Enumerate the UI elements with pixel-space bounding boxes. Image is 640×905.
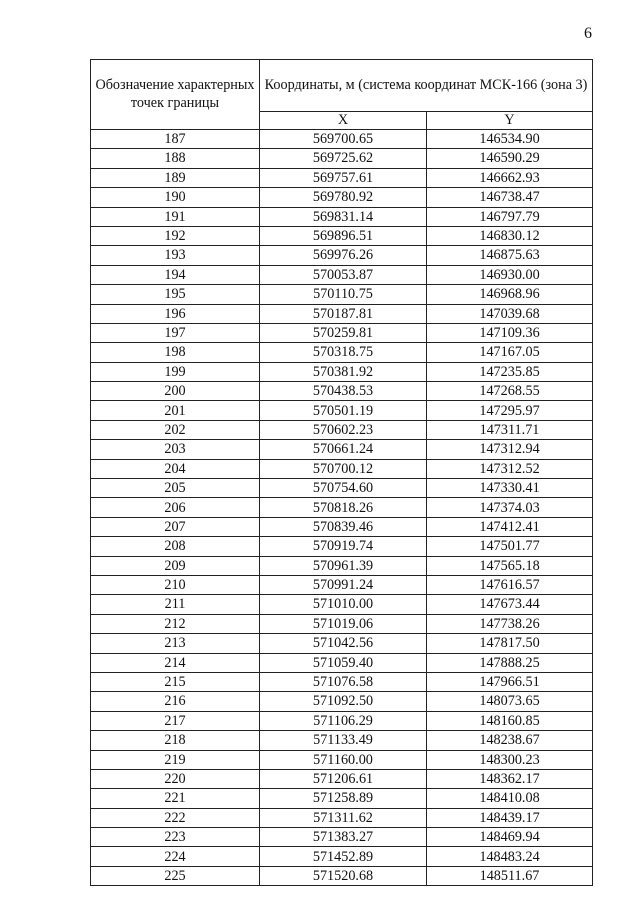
- table-row: [91, 323, 593, 342]
- x-coordinate-cell: 569757.61: [260, 168, 427, 187]
- y-coordinate-cell: 147888.25: [427, 653, 593, 672]
- point-number-cell: 224: [91, 847, 260, 866]
- y-coordinate-cell: 147311.71: [427, 420, 593, 439]
- table-row: [91, 479, 593, 498]
- y-coordinate-cell: 148238.67: [427, 731, 593, 750]
- y-coordinate-cell: 147501.77: [427, 537, 593, 556]
- y-coordinate-cell: 146590.29: [427, 149, 593, 168]
- table-row: [91, 130, 593, 149]
- header-coordinates: [260, 60, 593, 112]
- point-number-cell: 192: [91, 226, 260, 245]
- y-coordinate-cell: 147039.68: [427, 304, 593, 323]
- x-coordinate-cell: 570187.81: [260, 304, 427, 323]
- y-coordinate-cell: 147374.03: [427, 498, 593, 517]
- y-coordinate-cell: 148073.65: [427, 692, 593, 711]
- table-row: [91, 285, 593, 304]
- point-number-cell: 205: [91, 479, 260, 498]
- table-row: [91, 246, 593, 265]
- x-coordinate-cell: 570053.87: [260, 265, 427, 284]
- x-coordinate-cell: 571520.68: [260, 866, 427, 885]
- y-coordinate-cell: 146830.12: [427, 226, 593, 245]
- point-number-cell: 217: [91, 711, 260, 730]
- x-coordinate-cell: 571258.89: [260, 789, 427, 808]
- point-number-cell: 216: [91, 692, 260, 711]
- point-number-cell: 211: [91, 595, 260, 614]
- x-coordinate-cell: 571019.06: [260, 614, 427, 633]
- table-row: [91, 731, 593, 750]
- x-coordinate-cell: 570839.46: [260, 517, 427, 536]
- y-coordinate-cell: 147109.36: [427, 323, 593, 342]
- y-coordinate-cell: 148160.85: [427, 711, 593, 730]
- table-header: [91, 60, 593, 130]
- y-coordinate-cell: 147268.55: [427, 382, 593, 401]
- point-number-cell: 223: [91, 828, 260, 847]
- x-coordinate-cell: 569700.65: [260, 130, 427, 149]
- table-row: [91, 226, 593, 245]
- point-number-cell: 222: [91, 808, 260, 827]
- point-number-cell: 204: [91, 459, 260, 478]
- point-number-cell: 201: [91, 401, 260, 420]
- y-coordinate-cell: 146797.79: [427, 207, 593, 226]
- table-row: [91, 168, 593, 187]
- point-number-cell: 197: [91, 323, 260, 342]
- table-row: [91, 304, 593, 323]
- point-number-cell: 191: [91, 207, 260, 226]
- table-row: [91, 401, 593, 420]
- y-coordinate-cell: 147295.97: [427, 401, 593, 420]
- y-coordinate-cell: 147817.50: [427, 634, 593, 653]
- point-number-cell: 200: [91, 382, 260, 401]
- point-number-cell: 195: [91, 285, 260, 304]
- y-coordinate-cell: 147565.18: [427, 556, 593, 575]
- coordinates-table: [90, 59, 593, 886]
- table-row: [91, 595, 593, 614]
- x-coordinate-cell: 570381.92: [260, 362, 427, 381]
- table-row: [91, 575, 593, 594]
- y-coordinate-cell: 147616.57: [427, 575, 593, 594]
- y-coordinate-cell: 148511.67: [427, 866, 593, 885]
- x-coordinate-cell: 571106.29: [260, 711, 427, 730]
- x-coordinate-cell: 571206.61: [260, 769, 427, 788]
- x-coordinate-cell: 571010.00: [260, 595, 427, 614]
- x-coordinate-cell: 570991.24: [260, 575, 427, 594]
- table-row: [91, 498, 593, 517]
- y-coordinate-cell: 148300.23: [427, 750, 593, 769]
- table-row: [91, 517, 593, 536]
- point-number-cell: 219: [91, 750, 260, 769]
- table-row: [91, 440, 593, 459]
- x-coordinate-cell: 571383.27: [260, 828, 427, 847]
- point-number-cell: 208: [91, 537, 260, 556]
- table-row: [91, 711, 593, 730]
- point-number-cell: 214: [91, 653, 260, 672]
- header-coordinates-label: Координаты, м (система координат МСК-166 (зона 3): [264, 76, 588, 93]
- table-row: [91, 692, 593, 711]
- x-coordinate-cell: 571059.40: [260, 653, 427, 672]
- table-row: [91, 653, 593, 672]
- x-coordinate-cell: 570754.60: [260, 479, 427, 498]
- y-coordinate-cell: 147330.41: [427, 479, 593, 498]
- table-row: [91, 866, 593, 885]
- x-coordinate-cell: 569831.14: [260, 207, 427, 226]
- table-row: [91, 420, 593, 439]
- table-row: [91, 789, 593, 808]
- table-row: [91, 459, 593, 478]
- y-coordinate-cell: 147412.41: [427, 517, 593, 536]
- x-coordinate-cell: 571133.49: [260, 731, 427, 750]
- y-coordinate-cell: 147673.44: [427, 595, 593, 614]
- x-coordinate-cell: 570700.12: [260, 459, 427, 478]
- point-number-cell: 206: [91, 498, 260, 517]
- x-coordinate-cell: 570259.81: [260, 323, 427, 342]
- table-row: [91, 265, 593, 284]
- point-number-cell: 207: [91, 517, 260, 536]
- table-row: [91, 672, 593, 691]
- y-coordinate-cell: 146662.93: [427, 168, 593, 187]
- y-coordinate-cell: 146875.63: [427, 246, 593, 265]
- table-row: [91, 808, 593, 827]
- y-coordinate-cell: 148410.08: [427, 789, 593, 808]
- x-coordinate-cell: 569896.51: [260, 226, 427, 245]
- y-coordinate-cell: 147966.51: [427, 672, 593, 691]
- y-coordinate-cell: 146534.90: [427, 130, 593, 149]
- point-number-cell: 198: [91, 343, 260, 362]
- point-number-cell: 189: [91, 168, 260, 187]
- point-number-cell: 196: [91, 304, 260, 323]
- x-coordinate-cell: 570501.19: [260, 401, 427, 420]
- y-coordinate-cell: 147235.85: [427, 362, 593, 381]
- y-coordinate-cell: 148362.17: [427, 769, 593, 788]
- x-coordinate-cell: 570818.26: [260, 498, 427, 517]
- table-row: [91, 847, 593, 866]
- y-coordinate-cell: 148483.24: [427, 847, 593, 866]
- y-coordinate-cell: 147312.94: [427, 440, 593, 459]
- header-y: Y: [427, 112, 593, 130]
- x-coordinate-cell: 569725.62: [260, 149, 427, 168]
- x-coordinate-cell: 570438.53: [260, 382, 427, 401]
- point-number-cell: 215: [91, 672, 260, 691]
- table-row: [91, 188, 593, 207]
- table-row: [91, 207, 593, 226]
- point-number-cell: 187: [91, 130, 260, 149]
- y-coordinate-cell: 147167.05: [427, 343, 593, 362]
- table-row: [91, 362, 593, 381]
- y-coordinate-cell: 148439.17: [427, 808, 593, 827]
- point-number-cell: 202: [91, 420, 260, 439]
- x-coordinate-cell: 571042.56: [260, 634, 427, 653]
- point-number-cell: 225: [91, 866, 260, 885]
- y-coordinate-cell: 146930.00: [427, 265, 593, 284]
- point-number-cell: 199: [91, 362, 260, 381]
- table-row: [91, 537, 593, 556]
- table-row: [91, 382, 593, 401]
- point-number-cell: 212: [91, 614, 260, 633]
- table-row: [91, 614, 593, 633]
- x-coordinate-cell: 570919.74: [260, 537, 427, 556]
- header-designation-label: Обозначение характерных точек границы: [95, 77, 255, 111]
- y-coordinate-cell: 147312.52: [427, 459, 593, 478]
- x-coordinate-cell: 570661.24: [260, 440, 427, 459]
- table-row: [91, 634, 593, 653]
- table-row: [91, 343, 593, 362]
- x-coordinate-cell: 570110.75: [260, 285, 427, 304]
- header-designation: [91, 60, 260, 130]
- x-coordinate-cell: 569780.92: [260, 188, 427, 207]
- point-number-cell: 194: [91, 265, 260, 284]
- y-coordinate-cell: 147738.26: [427, 614, 593, 633]
- x-coordinate-cell: 571160.00: [260, 750, 427, 769]
- x-coordinate-cell: 571076.58: [260, 672, 427, 691]
- y-coordinate-cell: 146968.96: [427, 285, 593, 304]
- table-row: [91, 149, 593, 168]
- table-row: [91, 769, 593, 788]
- x-coordinate-cell: 570961.39: [260, 556, 427, 575]
- point-number-cell: 203: [91, 440, 260, 459]
- table-row: [91, 556, 593, 575]
- point-number-cell: 210: [91, 575, 260, 594]
- x-coordinate-cell: 571452.89: [260, 847, 427, 866]
- point-number-cell: 218: [91, 731, 260, 750]
- point-number-cell: 193: [91, 246, 260, 265]
- point-number-cell: 221: [91, 789, 260, 808]
- table-row: [91, 828, 593, 847]
- point-number-cell: 209: [91, 556, 260, 575]
- y-coordinate-cell: 148469.94: [427, 828, 593, 847]
- x-coordinate-cell: 570318.75: [260, 343, 427, 362]
- x-coordinate-cell: 571092.50: [260, 692, 427, 711]
- table-row: [91, 750, 593, 769]
- x-coordinate-cell: 571311.62: [260, 808, 427, 827]
- point-number-cell: 220: [91, 769, 260, 788]
- x-coordinate-cell: 570602.23: [260, 420, 427, 439]
- point-number-cell: 213: [91, 634, 260, 653]
- x-coordinate-cell: 569976.26: [260, 246, 427, 265]
- header-x: X: [260, 112, 427, 130]
- point-number-cell: 190: [91, 188, 260, 207]
- table-body: [91, 130, 593, 886]
- page-number: 6: [584, 25, 592, 42]
- point-number-cell: 188: [91, 149, 260, 168]
- y-coordinate-cell: 146738.47: [427, 188, 593, 207]
